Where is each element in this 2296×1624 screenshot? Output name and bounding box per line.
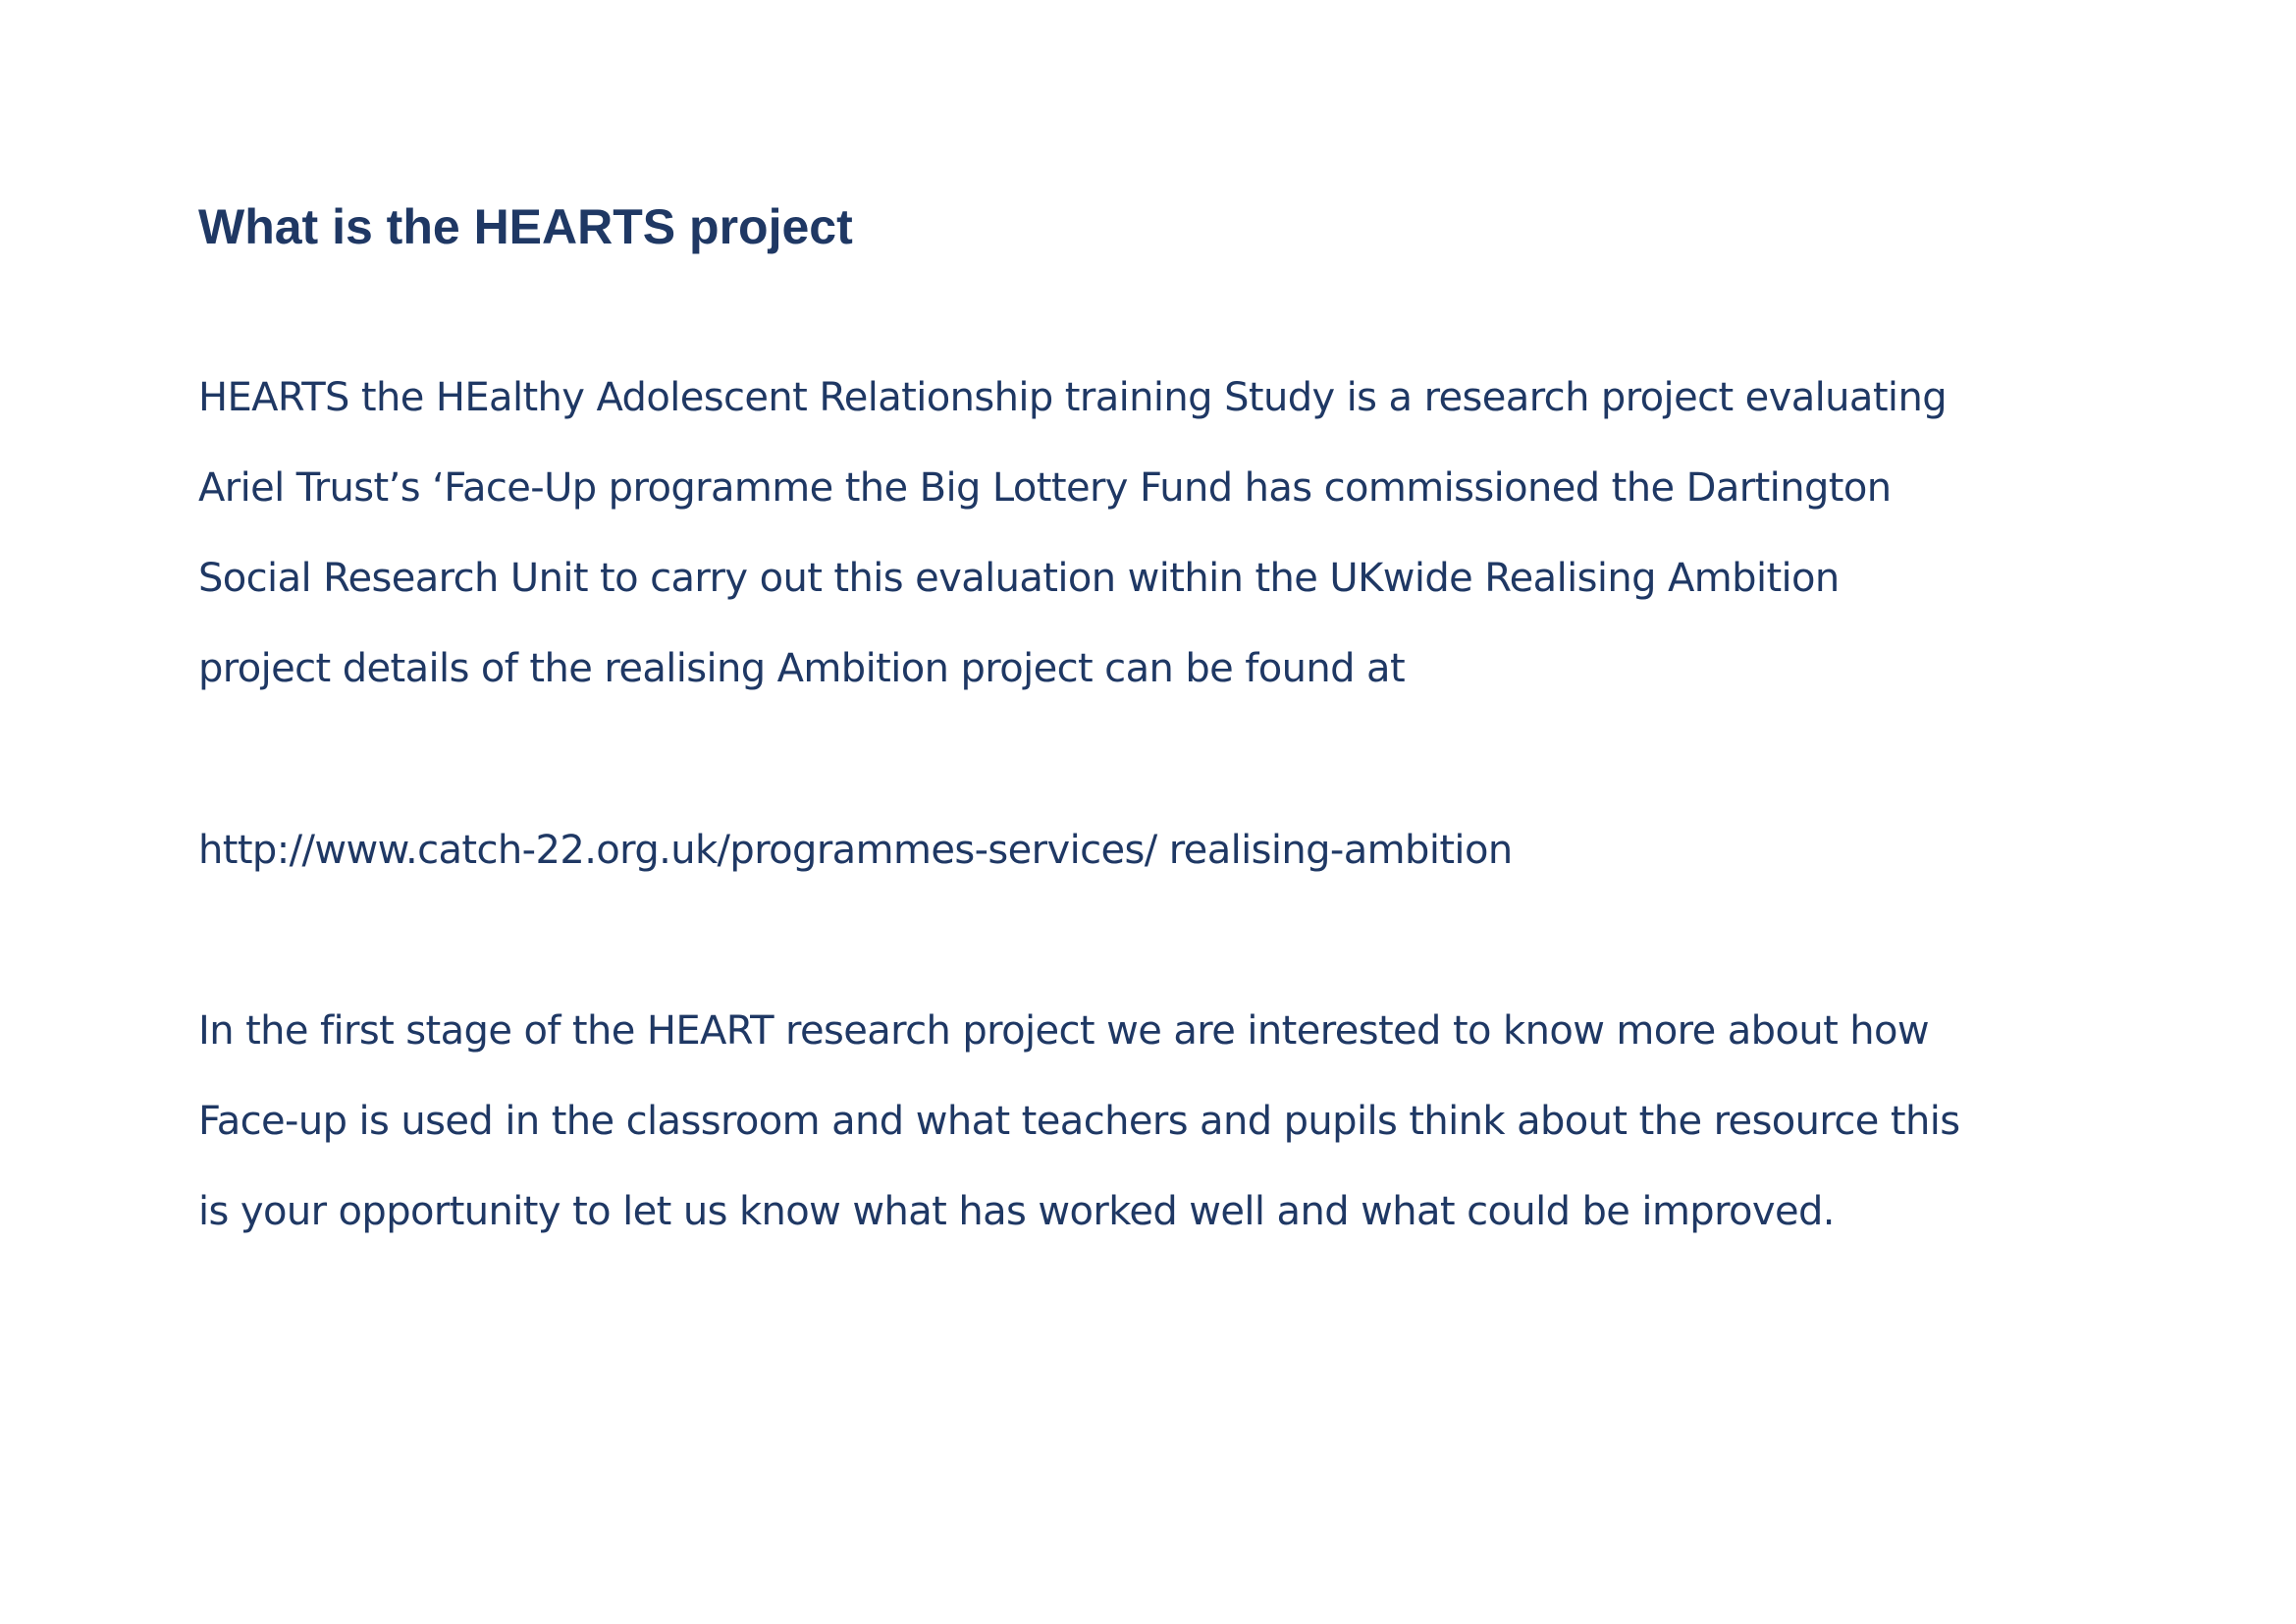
paragraph-1-line-1: HEARTS the HEalthy Adolescent Relationship training Study is a research project evaluating	[198, 375, 1947, 420]
paragraph-2-line-1: In the first stage of the HEART research project we are interested to know more about how	[198, 1008, 1930, 1054]
paragraph-2-line-2: Face-up is used in the classroom and what teachers and pupils think about the resource this	[198, 1099, 1960, 1144]
paragraph-1-line-2: Ariel Trust’s ‘Face-Up programme the Big Lottery Fund has commissioned the Dartington	[198, 465, 1892, 511]
realising-ambition-url: http://www.catch-22.org.uk/programmes-services/ realising-ambition	[198, 828, 1513, 873]
page-title: What is the HEARTS project	[198, 199, 853, 254]
paragraph-1-line-4: project details of the realising Ambition project can be found at	[198, 646, 1406, 691]
paragraph-2-line-3: is your opportunity to let us know what has worked well and what could be improved.	[198, 1189, 1835, 1234]
paragraph-1-line-3: Social Research Unit to carry out this evaluation within the UKwide Realising Ambition	[198, 556, 1840, 601]
